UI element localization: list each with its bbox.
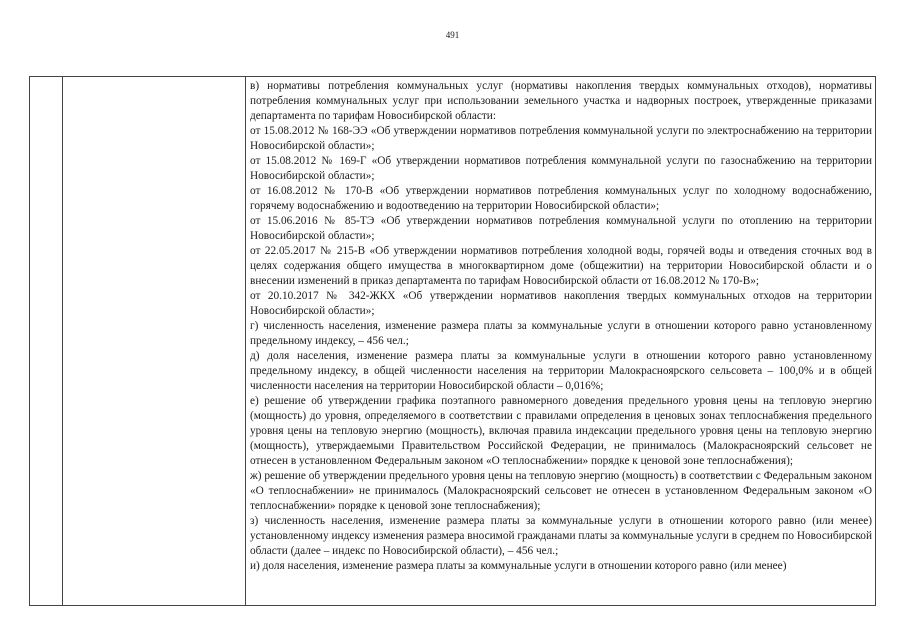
page-number: 491 bbox=[445, 30, 460, 40]
paragraph-order-169: от 15.08.2012 № 169-Г «Об утверждении нормативов потребления коммунальной услуги по газоснабжению на территории Новосибирской области»; bbox=[250, 155, 872, 182]
table-cell-number bbox=[30, 77, 63, 606]
paragraph-e: е) решение об утверждении графика поэтапного равномерного доведения предельного уровня цены на тепловую энергию (мощность) до уровня, определяемого в соответствии с правилами определения в ценовых зонах теплоснабжения предельного уровня цены на тепловую энергию (мощность), включая правила индексации предельного уровня цены на тепловую энергию (мощность), утверждаемыми Правительством Российской Федерации, не принималось (Малокрасноярский сельсовет не отнесен в установленном Федеральным законом «О теплоснабжении» порядке к ценовой зоне теплоснабжения); bbox=[250, 395, 872, 467]
paragraph-order-170: от 16.08.2012 № 170-В «Об утверждении нормативов потребления коммунальных услуг по холодному водоснабжению, горячему водоснабжению и водоотведению на территории Новосибирской области»; bbox=[250, 185, 872, 212]
paragraph-order-168: от 15.08.2012 № 168-ЭЭ «Об утверждении нормативов потребления коммунальной услуги по электроснабжению на территории Новосибирской области»; bbox=[250, 125, 872, 152]
paragraph-g: г) численность населения, изменение размера платы за коммунальные услуги в отношении которого равно установленному предельному индексу, – 456 чел.; bbox=[250, 320, 872, 347]
paragraph-order-342: от 20.10.2017 № 342-ЖКХ «Об утверждении нормативов накопления твердых коммунальных отходов на территории Новосибирской области»; bbox=[250, 290, 872, 317]
paragraph-z: з) численность населения, изменение размера платы за коммунальные услуги в отношении которого равно (или менее) установленному индексу изменения размера вносимой гражданами платы за коммунальные услуги в среднем по Новосибирской области (далее – индекс по Новосибирской области), – 456 чел.; bbox=[250, 515, 872, 557]
paragraph-zh: ж) решение об утверждении предельного уровня цены на тепловую энергию (мощность) в соответствии с Федеральным законом «О теплоснабжении» не принималось (Малокрасноярский сельсовет не отнесен в установленном Федеральным законом «О теплоснабжении» порядке к ценовой зоне теплоснабжения); bbox=[250, 470, 872, 512]
paragraph-order-85: от 15.06.2016 № 85-ТЭ «Об утверждении нормативов потребления коммунальной услуги по отоплению на территории Новосибирской области»; bbox=[250, 215, 872, 242]
paragraph-d: д) доля населения, изменение размера платы за коммунальные услуги в отношении которого равно установленному предельному индексу, в общей численности населения на территории Малокрасноярского сельсовета – 100,0% и в общей численности населения на территории Новосибирской области – 0,016%; bbox=[250, 350, 872, 392]
document-table bbox=[29, 76, 876, 606]
paragraph-i: и) доля населения, изменение размера платы за коммунальные услуги в отношении которого равно (или менее) bbox=[250, 560, 787, 572]
table-cell-content bbox=[246, 77, 876, 606]
paragraph-order-215: от 22.05.2017 № 215-В «Об утверждении нормативов потребления холодной воды, горячей воды и отведения сточных вод в целях содержания общего имущества в многоквартирном доме (общежитии) на территории Новосибирской области и о внесении изменений в приказ департамента по тарифам Новосибирской области от 16.08.2012 № 170-В»; bbox=[250, 245, 872, 287]
table-cell-name bbox=[63, 77, 246, 606]
cell-content bbox=[246, 77, 875, 574]
paragraph-v: в) нормативы потребления коммунальных услуг (нормативы накопления твердых коммунальных отходов), нормативы потребления коммунальных услуг при использовании земельного участка и надворных построек, утвержденные приказами департамента по тарифам Новосибирской области: bbox=[250, 80, 872, 122]
table-row bbox=[30, 77, 876, 606]
